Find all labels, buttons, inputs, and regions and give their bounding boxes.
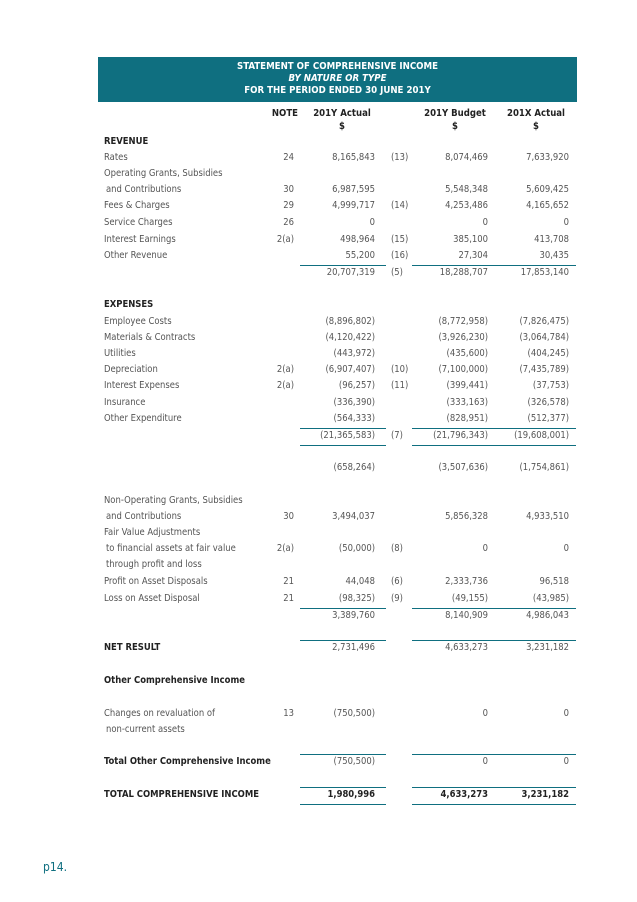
table-row-operating-grants [0, 166, 637, 182]
row-actual: 8,165,843 [332, 152, 375, 163]
table-row-nonop-total [0, 608, 637, 624]
row-label: REVENUE [104, 136, 149, 147]
row-label: Utilities [104, 348, 136, 359]
statement-subtitle: BY NATURE OR TYPE [288, 73, 387, 84]
total-rule [300, 804, 386, 805]
table-row-interest-expenses [0, 378, 637, 394]
row-ref: (8) [391, 543, 403, 554]
section-revenue [0, 134, 637, 150]
row-actual: 44,048 [345, 576, 375, 587]
row-actual: 3,494,037 [332, 511, 375, 522]
row-actual: (98,325) [338, 593, 375, 604]
row-prior: 0 [563, 217, 569, 228]
row-label: Operating Grants, Subsidies [104, 168, 223, 179]
row-budget: 8,140,909 [445, 610, 488, 621]
row-budget: (333,163) [446, 397, 488, 408]
row-actual: 55,200 [345, 250, 375, 261]
row-budget: (435,600) [446, 348, 488, 359]
column-header-prior-unit: $ [533, 121, 539, 132]
row-actual: (50,000) [338, 543, 375, 554]
row-prior: 5,609,425 [526, 184, 569, 195]
row-ref: (11) [391, 380, 409, 391]
row-ref: (14) [391, 200, 409, 211]
row-budget: 18,288,707 [439, 267, 488, 278]
row-label: Loss on Asset Disposal [104, 593, 200, 604]
row-actual: (750,500) [333, 756, 375, 767]
statement-header [98, 57, 577, 102]
row-budget: 5,548,348 [445, 184, 488, 195]
table-row-other-expenditure [0, 411, 637, 427]
row-label: Total Other Comprehensive Income [104, 756, 271, 767]
column-header-actual [300, 107, 384, 133]
row-actual: (96,257) [338, 380, 375, 391]
row-label: Depreciation [104, 364, 158, 375]
row-label: and Contributions [106, 511, 182, 522]
table-row-fair-value [0, 525, 637, 541]
row-budget: (8,772,958) [438, 316, 488, 327]
row-prior: (404,245) [527, 348, 569, 359]
row-budget: (7,100,000) [438, 364, 488, 375]
table-row-fair-value-profit-loss [0, 557, 637, 573]
row-prior: (7,826,475) [519, 316, 569, 327]
row-label: Other Comprehensive Income [104, 675, 245, 686]
row-actual: 2,731,496 [332, 642, 375, 653]
row-ref: (10) [391, 364, 409, 375]
column-header-actual-unit: $ [339, 121, 345, 132]
row-label: NET RESULT [104, 642, 161, 653]
row-prior: 0 [563, 543, 569, 554]
row-note: 13 [283, 708, 294, 719]
row-note: 24 [283, 152, 294, 163]
row-label: Other Expenditure [104, 413, 182, 424]
row-prior: 4,933,510 [526, 511, 569, 522]
row-label: Rates [104, 152, 128, 163]
row-prior: 30,435 [539, 250, 569, 261]
row-ref: (9) [391, 593, 403, 604]
row-budget: 2,333,736 [445, 576, 488, 587]
row-budget: (49,155) [451, 593, 488, 604]
row-actual: 4,999,717 [332, 200, 375, 211]
column-header-note: NOTE [271, 108, 298, 119]
row-actual: (21,365,583) [320, 430, 375, 441]
row-actual: 1,980,996 [327, 789, 375, 800]
table-row-revaluation [0, 706, 637, 722]
row-ref: (13) [391, 152, 409, 163]
row-prior: (3,064,784) [519, 332, 569, 343]
row-note: 26 [283, 217, 294, 228]
table-row-other-revenue [0, 248, 637, 264]
row-label: through profit and loss [106, 559, 202, 570]
table-row-revaluation-cont [0, 722, 637, 738]
row-note: 2(a) [276, 364, 294, 375]
table-row-insurance [0, 395, 637, 411]
row-actual: 6,987,595 [332, 184, 375, 195]
row-prior: (43,985) [532, 593, 569, 604]
row-ref: (15) [391, 234, 409, 245]
table-row-expenses-total [0, 428, 637, 444]
row-budget: 4,633,273 [445, 642, 488, 653]
subtotal-rule [300, 445, 386, 446]
row-actual: (336,390) [333, 397, 375, 408]
row-label: Service Charges [104, 217, 173, 228]
table-row-materials [0, 330, 637, 346]
row-budget: 385,100 [453, 234, 488, 245]
table-row-interest-earnings [0, 232, 637, 248]
row-actual: (564,333) [333, 413, 375, 424]
column-header-budget [412, 107, 498, 133]
row-prior: 3,231,182 [521, 789, 569, 800]
row-budget: (3,507,636) [438, 462, 488, 473]
row-label: Materials & Contracts [104, 332, 196, 343]
section-expenses [0, 297, 637, 313]
row-prior: 4,165,652 [526, 200, 569, 211]
column-header-budget-unit: $ [452, 121, 458, 132]
subtotal-rule [412, 445, 502, 446]
table-row-employee-costs [0, 314, 637, 330]
column-header-prior-label: 201X Actual [507, 108, 565, 119]
row-prior: 7,633,920 [526, 152, 569, 163]
row-prior: (37,753) [532, 380, 569, 391]
row-budget: 0 [482, 217, 488, 228]
total-rule [502, 804, 576, 805]
column-header-prior [496, 107, 576, 133]
row-label: EXPENSES [104, 299, 154, 310]
section-other-comprehensive-income [0, 673, 637, 689]
row-prior: (326,578) [527, 397, 569, 408]
row-prior: 0 [563, 756, 569, 767]
row-label: Other Revenue [104, 250, 168, 261]
row-label: Non-Operating Grants, Subsidies [104, 495, 243, 506]
row-actual: (443,972) [333, 348, 375, 359]
total-rule [412, 804, 502, 805]
table-row-total-comprehensive-income [0, 787, 637, 803]
row-prior: 413,708 [534, 234, 569, 245]
row-prior: 17,853,140 [520, 267, 569, 278]
table-row-service-charges [0, 215, 637, 231]
row-prior: (7,435,789) [519, 364, 569, 375]
row-note: 29 [283, 200, 294, 211]
table-row-operating-result [0, 460, 637, 476]
row-actual: 3,389,760 [332, 610, 375, 621]
row-label: Interest Expenses [104, 380, 180, 391]
page-number: p14. [43, 860, 68, 874]
row-label: Insurance [104, 397, 146, 408]
row-budget: (21,796,343) [433, 430, 488, 441]
row-label: TOTAL COMPREHENSIVE INCOME [104, 789, 260, 800]
table-row-fair-value-financial [0, 541, 637, 557]
row-actual: (8,896,802) [325, 316, 375, 327]
subtotal-rule [502, 445, 576, 446]
row-label: and Contributions [106, 184, 182, 195]
row-label: non-current assets [106, 724, 185, 735]
row-actual: (750,500) [333, 708, 375, 719]
row-actual: (658,264) [333, 462, 375, 473]
row-prior: 3,231,182 [526, 642, 569, 653]
row-actual: 498,964 [340, 234, 375, 245]
row-note: 30 [283, 511, 294, 522]
table-row-nonop-grants [0, 493, 637, 509]
row-ref: (16) [391, 250, 409, 261]
table-row-revenue-total [0, 265, 637, 281]
row-budget: 5,856,328 [445, 511, 488, 522]
row-budget: 27,304 [458, 250, 488, 261]
row-prior: (1,754,861) [519, 462, 569, 473]
table-row-rates [0, 150, 637, 166]
row-prior: (512,377) [527, 413, 569, 424]
row-budget: 4,633,273 [440, 789, 488, 800]
row-note: 2(a) [276, 543, 294, 554]
row-budget: 8,074,469 [445, 152, 488, 163]
row-note: 2(a) [276, 234, 294, 245]
row-budget: (828,951) [446, 413, 488, 424]
row-ref: (7) [391, 430, 403, 441]
row-actual: 20,707,319 [326, 267, 375, 278]
row-label: Changes on revaluation of [104, 708, 215, 719]
table-row-depreciation [0, 362, 637, 378]
row-note: 30 [283, 184, 294, 195]
row-label: to financial assets at fair value [106, 543, 236, 554]
table-row-profit-disposals [0, 574, 637, 590]
row-budget: 0 [482, 543, 488, 554]
row-prior: 0 [563, 708, 569, 719]
row-actual: (6,907,407) [325, 364, 375, 375]
table-row-loss-disposal [0, 591, 637, 607]
row-budget: (399,441) [446, 380, 488, 391]
row-label: Profit on Asset Disposals [104, 576, 208, 587]
row-label: Interest Earnings [104, 234, 176, 245]
row-budget: 4,253,486 [445, 200, 488, 211]
row-ref: (5) [391, 267, 403, 278]
row-note: 21 [283, 593, 294, 604]
row-prior: (19,608,001) [514, 430, 569, 441]
row-label: Fees & Charges [104, 200, 170, 211]
statement-title: STATEMENT OF COMPREHENSIVE INCOME [237, 61, 438, 72]
statement-period: FOR THE PERIOD ENDED 30 JUNE 201Y [244, 85, 431, 96]
column-header-actual-label: 201Y Actual [313, 108, 371, 119]
table-row-total-oci [0, 754, 637, 770]
row-note: 21 [283, 576, 294, 587]
row-note: 2(a) [276, 380, 294, 391]
row-budget: 0 [482, 708, 488, 719]
table-row-nonop-contributions [0, 509, 637, 525]
row-budget: 0 [482, 756, 488, 767]
table-row-utilities [0, 346, 637, 362]
row-prior: 96,518 [539, 576, 569, 587]
column-header-budget-label: 201Y Budget [424, 108, 486, 119]
table-row-operating-grants-contributions [0, 182, 637, 198]
row-label: Employee Costs [104, 316, 172, 327]
table-row-net-result [0, 640, 637, 656]
row-label: Fair Value Adjustments [104, 527, 201, 538]
row-prior: 4,986,043 [526, 610, 569, 621]
table-row-fees [0, 198, 637, 214]
row-budget: (3,926,230) [438, 332, 488, 343]
row-actual: 0 [369, 217, 375, 228]
row-ref: (6) [391, 576, 403, 587]
row-actual: (4,120,422) [325, 332, 375, 343]
